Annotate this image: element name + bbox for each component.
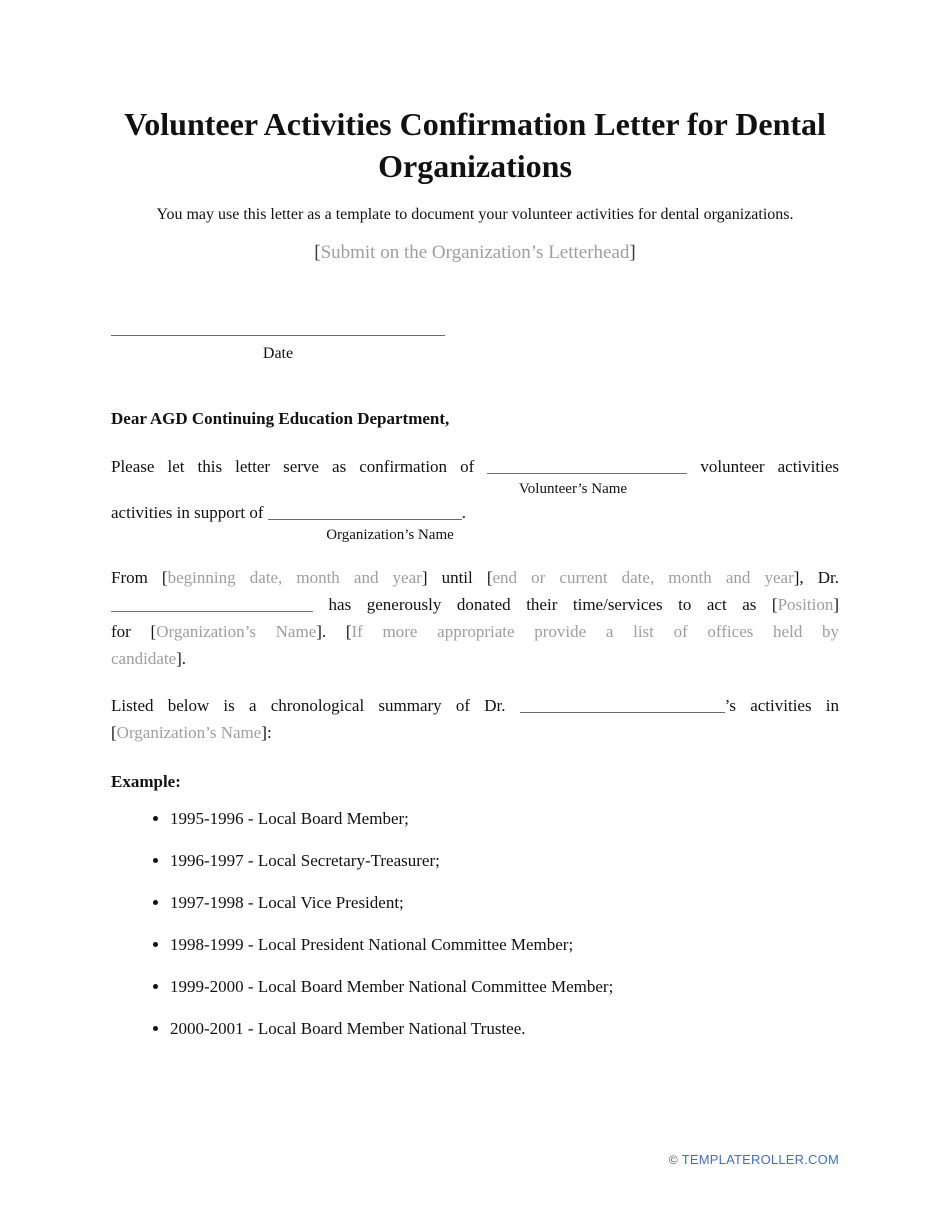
page-title: Volunteer Activities Confirmation Letter for Dental Organizations xyxy=(124,106,826,184)
text-segment: ’s activities in xyxy=(724,696,839,715)
footer xyxy=(669,1151,839,1169)
date-blank-line xyxy=(111,335,445,336)
list-item: • 1998-1999 - Local President National Committee Member; xyxy=(170,936,839,954)
placeholder-text: If more appropriate provide a list of offices held by xyxy=(351,622,840,641)
paragraph-line xyxy=(111,499,839,526)
paragraph-line xyxy=(111,645,839,672)
list-item: • 1996-1997 - Local Secretary-Treasurer; xyxy=(170,852,839,870)
paragraph-line xyxy=(111,591,839,618)
text-segment: ]. [ xyxy=(316,622,352,641)
bullet-list xyxy=(111,810,839,1038)
text-segment: ]: xyxy=(261,723,272,742)
placeholder-text: Organization’s Name xyxy=(116,723,262,742)
volunteer-name-caption: Volunteer’s Name xyxy=(518,481,628,497)
list-item: • 1995-1996 - Local Board Member; xyxy=(170,810,839,828)
text-segment: has generously donated their time/services to act as [ xyxy=(313,595,778,614)
paragraph-line xyxy=(111,692,839,719)
period-paragraph xyxy=(111,564,839,672)
list-item: • 1997-1998 - Local Vice President; xyxy=(170,894,839,912)
doctor-name-blank-2 xyxy=(520,698,725,713)
organization-name-blank xyxy=(268,505,462,520)
text-segment: activities in support of xyxy=(111,503,264,522)
doctor-name-blank xyxy=(111,597,313,612)
copyright-symbol: © xyxy=(668,1153,678,1167)
text-segment: ]. xyxy=(176,649,187,668)
text-segment: Please let this letter serve as confirmation of xyxy=(111,457,475,476)
placeholder-text: Organization’s Name xyxy=(156,622,317,641)
paragraph-line xyxy=(111,453,839,480)
list-item: • 1999-2000 - Local Board Member National Committee Member; xyxy=(170,978,839,996)
templateroller-link[interactable]: TEMPLATEROLLER.COM xyxy=(681,1152,839,1167)
subtitle: You may use this letter as a template to document your volunteer activities for dental organizations. xyxy=(156,206,794,223)
volunteer-name-blank xyxy=(487,459,687,474)
list-item: • 2000-2001 - Local Board Member National Trustee. xyxy=(170,1020,839,1038)
summary-paragraph xyxy=(111,692,839,746)
text-segment: [ xyxy=(111,723,117,742)
text-segment: From [ xyxy=(111,568,168,587)
text-segment: ] xyxy=(833,595,839,614)
text-segment: volunteer activities xyxy=(700,457,840,476)
example-heading: Example: xyxy=(111,772,181,791)
paragraph-line xyxy=(111,719,839,746)
letterhead-note xyxy=(111,240,839,265)
text-segment: for [ xyxy=(111,622,157,641)
confirmation-paragraph xyxy=(111,453,839,545)
salutation: Dear AGD Continuing Education Department, xyxy=(111,409,450,428)
open-bracket: [ xyxy=(314,242,321,263)
placeholder-text: candidate xyxy=(111,649,177,668)
paragraph-line xyxy=(111,618,839,645)
placeholder-text: Position xyxy=(777,595,834,614)
text-segment: ] until [ xyxy=(421,568,493,587)
placeholder-text: beginning date, month and year xyxy=(167,568,422,587)
paragraph-line xyxy=(111,564,839,591)
organization-name-caption: Organization’s Name xyxy=(326,527,454,543)
text-segment: ], Dr. xyxy=(793,568,839,587)
close-bracket: ] xyxy=(629,242,636,263)
text-segment: . xyxy=(461,503,467,522)
letterhead-placeholder: Submit on the Organization’s Letterhead xyxy=(320,242,630,263)
date-label: Date xyxy=(262,345,294,362)
placeholder-text: end or current date, month and year xyxy=(492,568,794,587)
text-segment: Listed below is a chronological summary of Dr. xyxy=(111,696,506,715)
